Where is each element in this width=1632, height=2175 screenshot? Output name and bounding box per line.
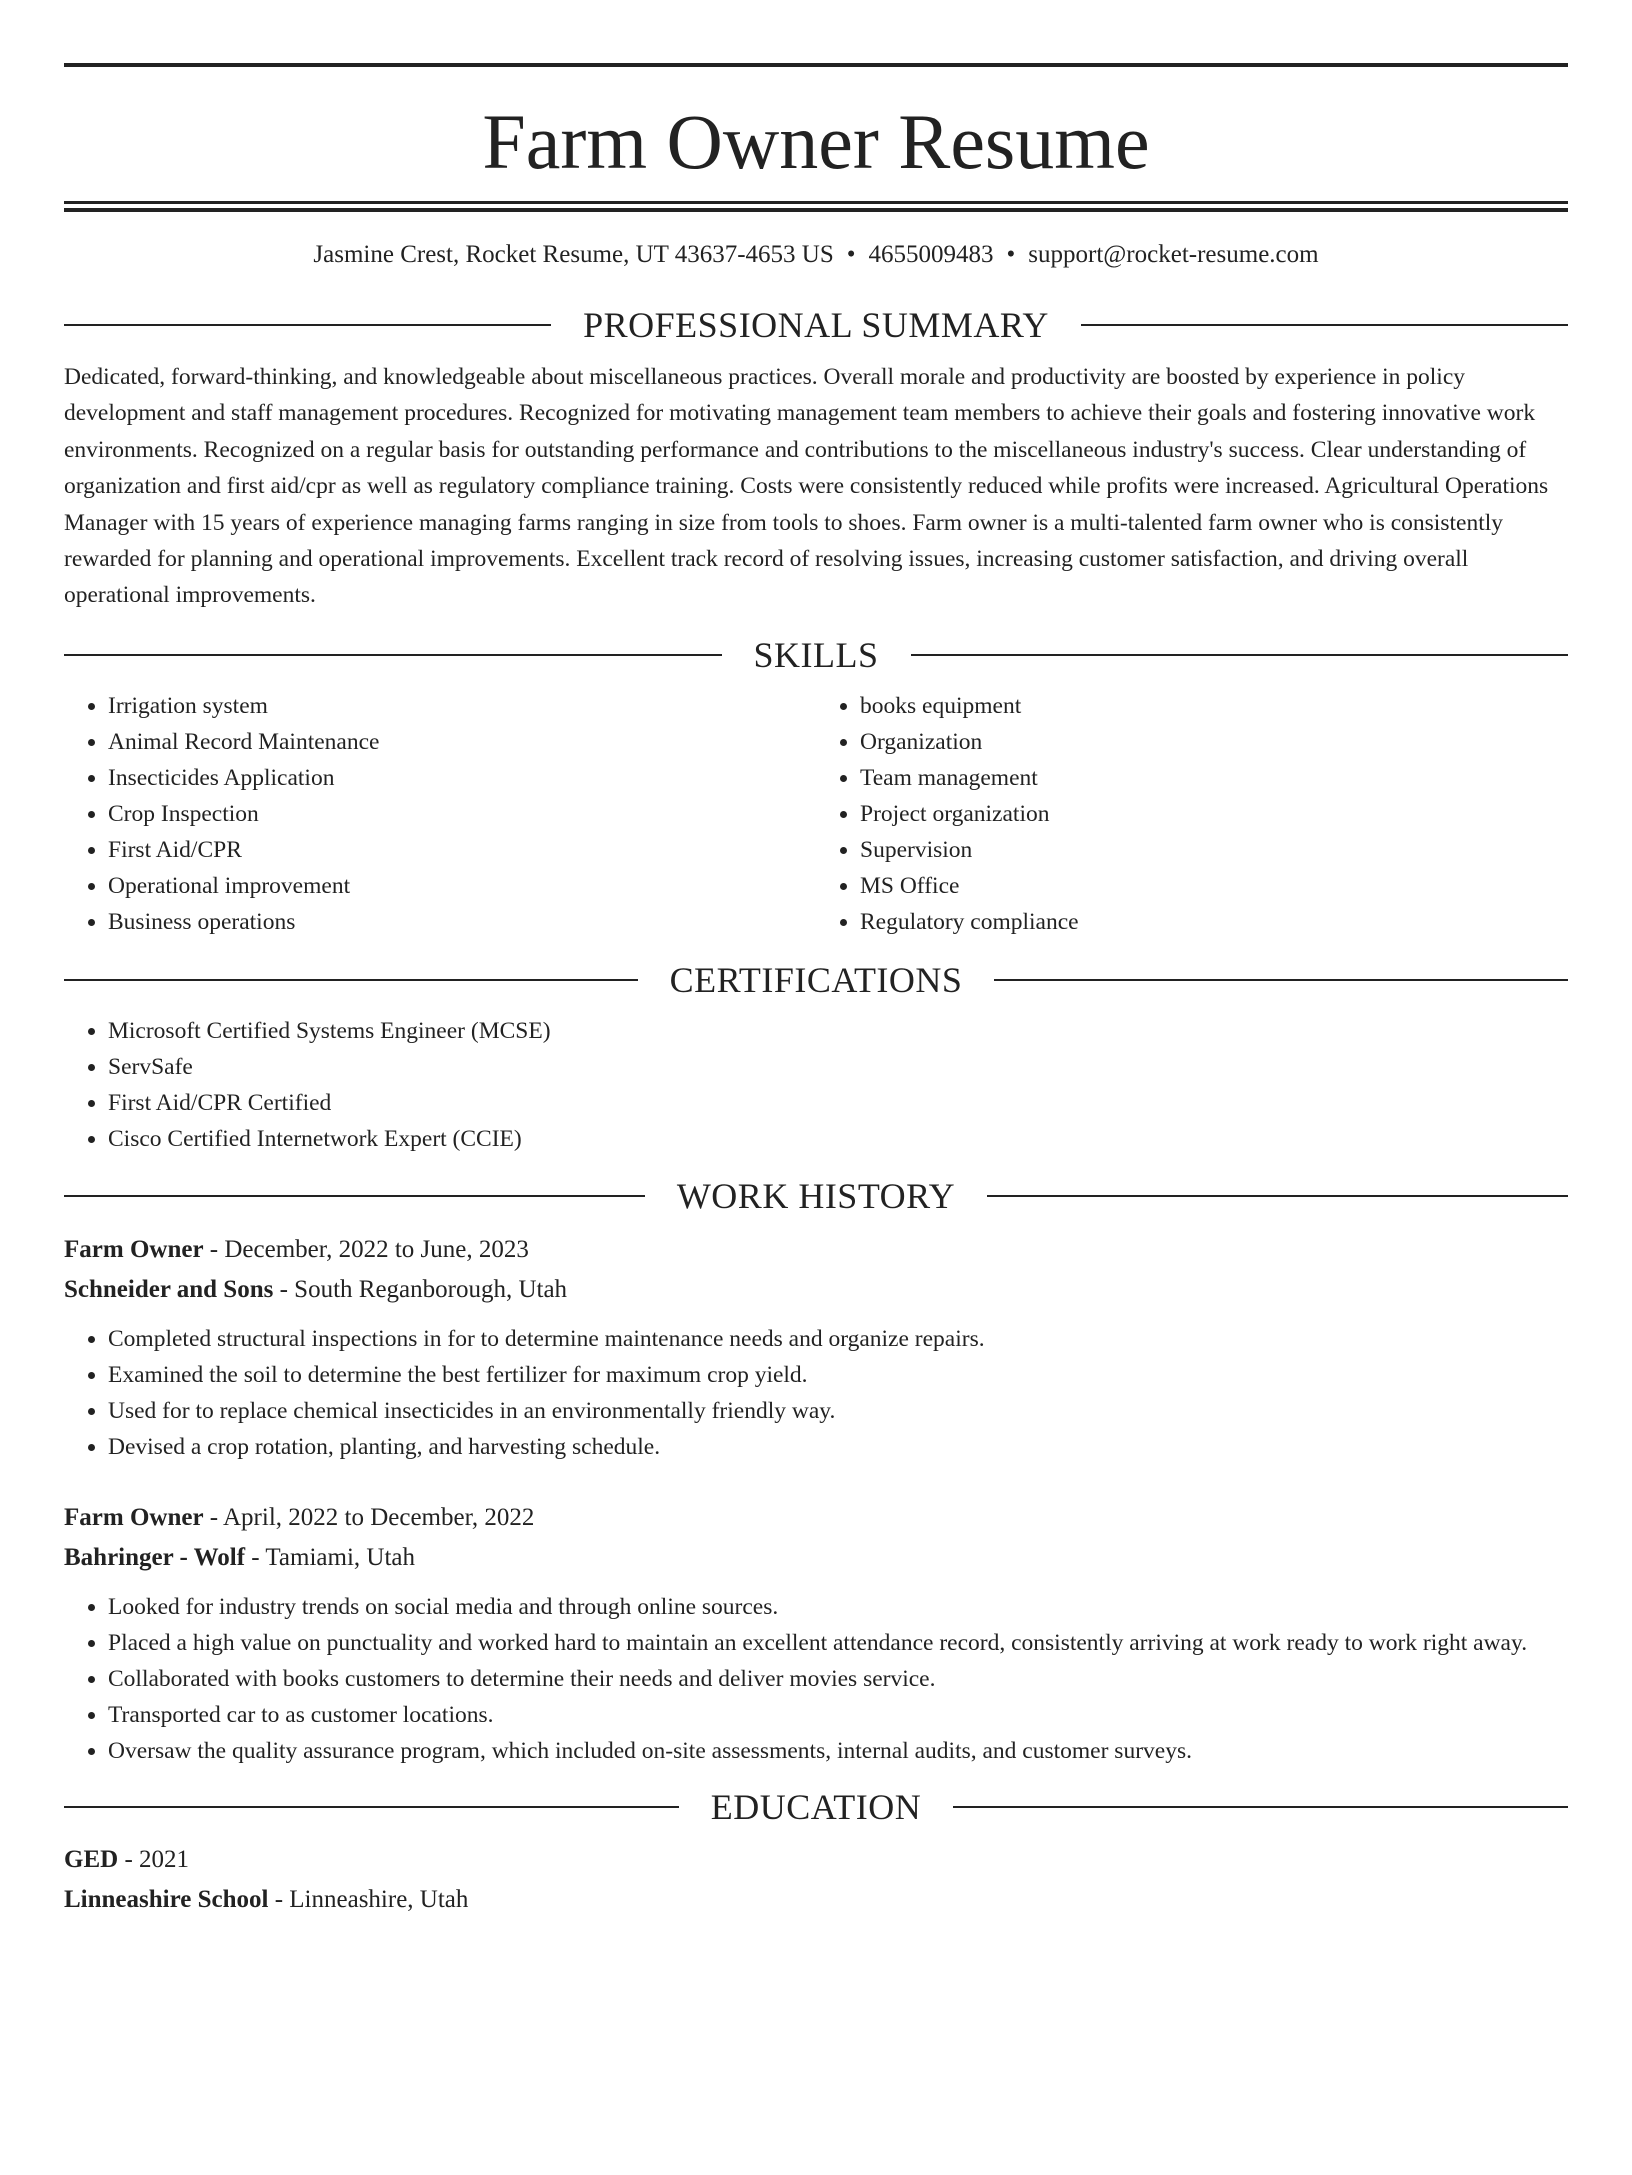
job-bullet: • Examined the soil to determine the best fertilizer for maximum crop yield. [108,1357,1568,1393]
section-title: SKILLS [753,634,879,675]
skill-item: • Business operations [108,904,816,940]
skill-item: • MS Office [860,868,1568,904]
contact-address: Jasmine Crest, Rocket Resume, UT 43637-4653 US [313,241,834,268]
title-double-rule [64,201,1568,212]
section-title: EDUCATION [710,1786,922,1827]
skill-item: • Animal Record Maintenance [108,724,816,760]
job-bullet: • Collaborated with books customers to determine their needs and deliver movies service. [108,1661,1568,1697]
education-entry [64,1840,1568,1920]
contact-email[interactable]: support@rocket-resume.com [1028,241,1319,268]
education-degree-line [64,1840,1568,1880]
section-title: WORK HISTORY [676,1175,956,1216]
job-title: Farm Owner [64,1235,204,1263]
resume-page [0,63,1632,2175]
section-header-work-history [64,1176,1568,1216]
skill-item: • Insecticides Application [108,760,816,796]
job-bullet: • Transported car to as customer locations. [108,1697,1568,1733]
skill-item: • Team management [860,760,1568,796]
job-title: Farm Owner [64,1503,204,1531]
job-company: Bahringer - Wolf [64,1543,246,1571]
skills-column-left [64,688,816,940]
skill-item: • Operational improvement [108,868,816,904]
section-rule [64,979,638,981]
section-rule [64,1806,679,1808]
skill-item: • Crop Inspection [108,796,816,832]
certification-item: • ServSafe [108,1049,1568,1085]
section-rule [64,654,722,656]
certification-item: • First Aid/CPR Certified [108,1085,1568,1121]
job-bullet: • Oversaw the quality assurance program, which included on-site assessments, internal audits, and customer surveys. [108,1733,1568,1769]
skill-item: • books equipment [860,688,1568,724]
contact-line [64,240,1568,270]
skills-list [64,688,1568,940]
job-company-line [64,1270,1568,1310]
section-rule [1081,324,1568,326]
certification-item: • Microsoft Certified Systems Engineer (MCSE) [108,1013,1568,1049]
section-rule [953,1806,1568,1808]
job-location: - South Reganborough, Utah [273,1275,568,1303]
section-rule [64,324,551,326]
job-bullet: • Looked for industry trends on social media and through online sources. [108,1589,1568,1625]
education-school: Linneashire School [64,1885,269,1913]
section-rule [64,1195,645,1197]
section-header-education [64,1787,1568,1827]
job-dates: - December, 2022 to June, 2023 [203,1235,529,1263]
education-school-line [64,1880,1568,1920]
section-header-certifications [64,960,1568,1000]
education-year: - 2021 [118,1845,190,1873]
job-bullet: • Used for to replace chemical insecticides in an environmentally friendly way. [108,1393,1568,1429]
section-rule [911,654,1569,656]
job-entry [64,1230,1568,1465]
certification-item: • Cisco Certified Internetwork Expert (CCIE) [108,1121,1568,1157]
contact-separator: • [1006,241,1016,268]
skill-item: • Irrigation system [108,688,816,724]
job-dates: - April, 2022 to December, 2022 [203,1503,535,1531]
section-header-skills [64,635,1568,675]
contact-phone[interactable]: 4655009483 [868,241,994,268]
job-entry [64,1498,1568,1769]
skills-column-right [816,688,1568,940]
skill-item: • Regulatory compliance [860,904,1568,940]
job-bullet: • Devised a crop rotation, planting, and harvesting schedule. [108,1429,1568,1465]
skill-item: • Project organization [860,796,1568,832]
job-bullet: • Placed a high value on punctuality and worked hard to maintain an excellent attendance record, consistently arriving at work ready to work right away. [108,1625,1568,1661]
summary-text: Dedicated, forward-thinking, and knowledgeable about miscellaneous practices. Overall morale and productivity are boosted by experience in policy development and staff management procedures. Recognized for motivating management team members to achieve their goals and fostering innovative work environments. Recognized on a regular basis for outstanding performance and contributions to the miscellaneous industry's success. Clear understanding of organization and first aid/cpr as well as regulatory compliance training. Costs were consistently reduced while profits were increased. Agricultural Operations Manager with 15 years of experience managing farms ranging in size from tools to shoes. Farm owner is a multi-talented farm owner who is consistently rewarded for planning and operational improvements. Excellent track record of resolving issues, increasing customer satisfaction, and driving overall operational improvements. [64,364,1549,609]
resume-title: Farm Owner Resume [482,98,1150,185]
section-rule [994,979,1568,981]
job-bullets [64,1321,1568,1465]
job-title-line [64,1498,1568,1538]
job-location: - Tamiami, Utah [245,1543,416,1571]
education-location: - Linneashire, Utah [268,1885,469,1913]
section-title: PROFESSIONAL SUMMARY [583,305,1049,345]
contact-separator: • [846,241,856,268]
job-company-line [64,1538,1568,1578]
job-title-line [64,1230,1568,1270]
job-company: Schneider and Sons [64,1275,274,1303]
certifications-list [64,1013,1568,1157]
section-header-summary [64,305,1568,345]
section-rule [987,1195,1568,1197]
skill-item: • Organization [860,724,1568,760]
section-title: CERTIFICATIONS [669,959,963,1000]
education-degree: GED [64,1845,119,1873]
job-bullet: • Completed structural inspections in for to determine maintenance needs and organize repairs. [108,1321,1568,1357]
skill-item: • First Aid/CPR [108,832,816,868]
skill-item: • Supervision [860,832,1568,868]
job-bullets [64,1589,1568,1769]
